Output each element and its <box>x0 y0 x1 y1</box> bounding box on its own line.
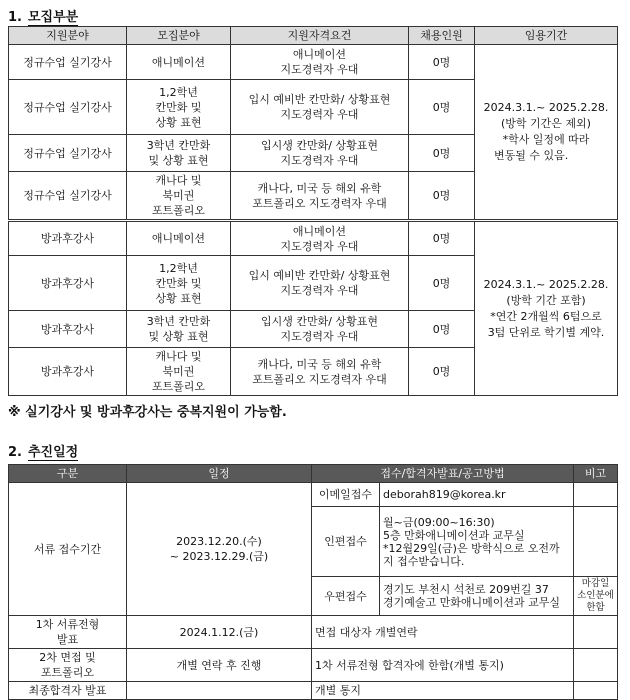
post-note-line: 한함 <box>586 602 605 613</box>
section-2-label: 추진일정 <box>27 445 79 460</box>
qualification-cell-line: 입시생 칸만화/ 상황표현 <box>261 139 378 152</box>
visit-line: 지 접수받습니다. <box>383 554 465 568</box>
qualification-cell-line: 지도경력자 우대 <box>280 108 359 121</box>
visit-line: 월~금(09:00~16:30) <box>383 515 495 529</box>
recruitment-row <box>9 45 618 80</box>
area-cell-line: 포트폴리오 <box>151 380 206 393</box>
stage1-method: 면접 대상자 개별연락 <box>312 616 574 649</box>
final-date <box>127 682 312 700</box>
stage2-label-line: 포트폴리오 <box>40 666 95 679</box>
section-1-title <box>8 6 78 25</box>
schedule-row-email <box>9 483 618 507</box>
qualification-cell <box>231 311 409 348</box>
period-line: *연간 2개월씩 6텀으로 <box>490 309 602 323</box>
section-1-label: 모집부분 <box>27 10 79 25</box>
section-2-title <box>8 441 78 460</box>
period-line: (방학 기간은 제외) <box>501 117 591 130</box>
schedule-table <box>8 464 618 700</box>
area-cell-line: 3학년 칸만화 <box>146 315 211 328</box>
header-schedule: 일정 <box>127 465 312 483</box>
post-line: 경기예술고 만화애니메이션과 교무실 <box>383 596 561 609</box>
post-address <box>380 577 574 616</box>
count-cell: 0명 <box>409 221 475 256</box>
area-cell-line: 상황 표현 <box>155 115 202 129</box>
qualification-cell <box>231 348 409 396</box>
qualification-cell-line: 애니메이션 <box>292 48 347 61</box>
area-cell <box>127 256 231 311</box>
area-cell-line: 칸만화 및 <box>155 100 202 114</box>
field-cell: 방과후강사 <box>9 311 127 348</box>
post-label: 우편접수 <box>312 577 380 616</box>
area-cell-line: 포트폴리오 <box>151 204 206 217</box>
period-line: *학사 일정에 따라 <box>502 133 590 146</box>
qualification-cell-line: 포트폴리오 지도경력자 우대 <box>252 196 387 210</box>
area-cell-line: 북미권 <box>162 365 195 378</box>
post-note-line: 소인분에 <box>577 590 614 601</box>
field-cell: 방과후강사 <box>9 221 127 256</box>
field-cell: 정규수업 실기강사 <box>9 172 127 221</box>
header-qualification: 지원자격요건 <box>231 27 409 45</box>
stage1-label <box>9 616 127 649</box>
recruitment-row <box>9 221 618 256</box>
stage2-date: 개별 연락 후 진행 <box>127 649 312 682</box>
area-cell-line: 애니메이션 <box>151 232 206 245</box>
visit-remark <box>574 507 618 577</box>
final-label: 최종합격자 발표 <box>9 682 127 700</box>
area-cell-line: 및 상황 표현 <box>148 154 209 167</box>
field-cell: 정규수업 실기강사 <box>9 135 127 172</box>
qualification-cell-line: 지도경력자 우대 <box>280 154 359 167</box>
recruitment-header-row <box>9 27 618 45</box>
area-cell <box>127 311 231 348</box>
stage1-date: 2024.1.12.(금) <box>127 616 312 649</box>
area-cell-line: 캐나다 및 <box>155 174 202 187</box>
qualification-cell-line: 지도경력자 우대 <box>280 239 359 253</box>
header-area: 모집분야 <box>127 27 231 45</box>
visit-label: 인편접수 <box>312 507 380 577</box>
stage2-remark <box>574 649 618 682</box>
qualification-cell <box>231 80 409 135</box>
qualification-cell-line: 지도경력자 우대 <box>280 63 359 76</box>
qualification-cell-line: 입시생 칸만화/ 상황표현 <box>261 315 378 328</box>
area-cell-line: 북미권 <box>162 189 195 202</box>
schedule-row-final <box>9 682 618 700</box>
count-cell: 0명 <box>409 348 475 396</box>
qualification-cell-line: 지도경력자 우대 <box>280 330 359 343</box>
area-cell <box>127 221 231 256</box>
area-cell-line: 3학년 칸만화 <box>146 139 211 152</box>
qualification-cell <box>231 45 409 80</box>
qualification-cell-line: 입시 예비반 칸만화/ 상황표현 <box>248 93 391 106</box>
stage2-label-line: 2차 면접 및 <box>39 651 96 664</box>
field-cell: 정규수업 실기강사 <box>9 80 127 135</box>
stage2-method: 1차 서류전형 합격자에 한함(개별 통지) <box>312 649 574 682</box>
area-cell-line: 칸만화 및 <box>155 276 202 290</box>
period-after-school <box>475 221 618 396</box>
area-cell-line: 애니메이션 <box>151 55 206 69</box>
area-cell-line: 1,2학년 <box>159 85 198 99</box>
email-remark <box>574 483 618 507</box>
qualification-cell-line: 지도경력자 우대 <box>280 284 359 297</box>
count-cell: 0명 <box>409 172 475 221</box>
period-line: (방학 기간 포함) <box>506 293 586 307</box>
schedule-row-stage2 <box>9 649 618 682</box>
area-cell <box>127 45 231 80</box>
header-field: 지원분야 <box>9 27 127 45</box>
stage1-label-line: 발표 <box>56 633 79 646</box>
period-line: 변동될 수 있음. <box>494 149 569 162</box>
header-count: 채용인원 <box>409 27 475 45</box>
count-cell: 0명 <box>409 311 475 348</box>
qualification-cell <box>231 172 409 221</box>
doc-period-start: 2023.12.20.(수) <box>176 535 262 548</box>
final-method: 개별 통지 <box>312 682 574 700</box>
count-cell: 0명 <box>409 256 475 311</box>
visit-details <box>380 507 574 577</box>
count-cell: 0명 <box>409 45 475 80</box>
doc-period-dates <box>127 483 312 616</box>
period-line: 3텀 단위로 학기별 계약. <box>487 325 605 339</box>
area-cell <box>127 135 231 172</box>
stage1-remark <box>574 616 618 649</box>
doc-period-end: ~ 2023.12.29.(금) <box>169 550 269 563</box>
header-category: 구분 <box>9 465 127 483</box>
count-cell: 0명 <box>409 80 475 135</box>
area-cell-line: 및 상황 표현 <box>148 330 209 343</box>
qualification-cell <box>231 256 409 311</box>
qualification-cell <box>231 135 409 172</box>
period-line: 2024.3.1.~ 2025.2.28. <box>483 277 609 291</box>
field-cell: 방과후강사 <box>9 256 127 311</box>
schedule-header-row <box>9 465 618 483</box>
qualification-cell-line: 캐나다, 미국 등 해외 유학 <box>257 181 382 195</box>
period-regular <box>475 45 618 221</box>
area-cell-line: 상황 표현 <box>155 291 202 305</box>
doc-period-label: 서류 접수기간 <box>9 483 127 616</box>
stage2-label <box>9 649 127 682</box>
visit-line: 5층 만화애니메이션과 교무실 <box>383 528 525 542</box>
header-period: 임용기간 <box>475 27 618 45</box>
area-cell-line: 캐나다 및 <box>155 350 202 363</box>
visit-line: *12월29일(금)은 방학식으로 오전까 <box>383 541 560 555</box>
area-cell-line: 1,2학년 <box>159 261 198 275</box>
area-cell <box>127 80 231 135</box>
qualification-cell-line: 캐나다, 미국 등 해외 유학 <box>257 357 382 371</box>
qualification-cell <box>231 221 409 256</box>
header-remarks: 비고 <box>574 465 618 483</box>
final-remark <box>574 682 618 700</box>
header-method: 접수/합격자발표/공고방법 <box>312 465 574 483</box>
post-note-line: 마감일 <box>581 578 610 589</box>
area-cell <box>127 172 231 221</box>
post-line: 경기도 부천시 석천로 209번길 37 <box>383 583 549 596</box>
area-cell <box>127 348 231 396</box>
period-line: 2024.3.1.~ 2025.2.28. <box>483 101 609 114</box>
qualification-cell-line: 포트폴리오 지도경력자 우대 <box>252 372 387 386</box>
section-2-number: 2. <box>8 445 22 460</box>
duplicate-application-note: ※ 실기강사 및 방과후강사는 중복지원이 가능함. <box>8 405 287 420</box>
post-remark <box>574 577 618 616</box>
schedule-row-stage1 <box>9 616 618 649</box>
email-address[interactable]: deborah819@korea.kr <box>380 483 574 507</box>
email-label: 이메일접수 <box>312 483 380 507</box>
field-cell: 방과후강사 <box>9 348 127 396</box>
section-1-number: 1. <box>8 10 22 25</box>
stage1-label-line: 1차 서류전형 <box>35 618 100 631</box>
qualification-cell-line: 입시 예비반 칸만화/ 상황표현 <box>248 269 391 282</box>
recruitment-table <box>8 26 618 396</box>
qualification-cell-line: 애니메이션 <box>292 224 347 238</box>
count-cell: 0명 <box>409 135 475 172</box>
field-cell: 정규수업 실기강사 <box>9 45 127 80</box>
